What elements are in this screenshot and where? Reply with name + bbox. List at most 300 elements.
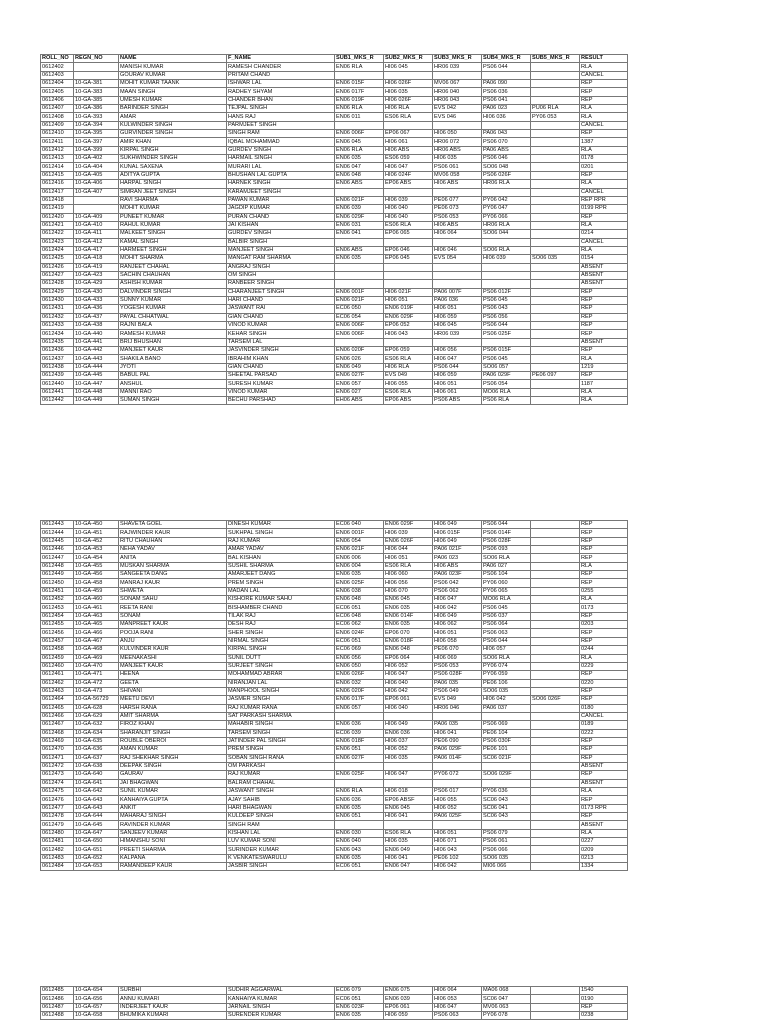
table-cell [335, 762, 384, 770]
table-cell: ES06 RLA [384, 388, 433, 396]
table-body [41, 521, 628, 871]
table-cell: HI06 040 [384, 679, 433, 687]
table-cell: PS06 064 [482, 621, 531, 629]
table-cell: EN06 021F [335, 296, 384, 304]
table-row [41, 105, 628, 113]
table-cell [335, 280, 384, 288]
table-cell: 10-GA-448 [74, 388, 119, 396]
table-cell: 0612456 [41, 629, 74, 637]
table-cell: 10-GA-399 [74, 146, 119, 154]
table-cell: PA06 023F [433, 571, 482, 579]
table-cell [335, 338, 384, 346]
table-cell: ANSHUL [119, 380, 227, 388]
table-cell: 1187 [580, 380, 628, 388]
table-cell [531, 121, 580, 129]
table-cell: 0612435 [41, 338, 74, 346]
table-cell [335, 271, 384, 279]
table-cell: MANGAT RAM SHARMA [227, 255, 335, 263]
table-cell: PA06 090 [482, 80, 531, 88]
table-cell: REETA RANI [119, 604, 227, 612]
table-cell: EN06 039 [335, 205, 384, 213]
table-header-row [41, 55, 628, 63]
table-cell: HI06 026F [384, 96, 433, 104]
table-cell: 0612437 [41, 355, 74, 363]
table-cell [531, 288, 580, 296]
table-cell: 0612460 [41, 662, 74, 670]
table-cell [531, 280, 580, 288]
table-row [41, 846, 628, 854]
table-cell: SUNIL KUMAR [119, 788, 227, 796]
table-cell: RLA [580, 180, 628, 188]
table-cell: HANS RAJ [227, 113, 335, 121]
table-cell: PS06 015F [482, 347, 531, 355]
table-cell: KUNAL SAXENA [119, 163, 227, 171]
table-cell: 1387 [580, 138, 628, 146]
column-header: SUB1_MKS_R [335, 55, 384, 63]
table-cell [531, 338, 580, 346]
table-row [41, 621, 628, 629]
table-cell: EN06 043 [335, 846, 384, 854]
table-row [41, 854, 628, 862]
table-cell: HI06 070 [384, 587, 433, 595]
table-cell: PS06 030F [482, 737, 531, 745]
table-cell: 0612419 [41, 205, 74, 213]
table-cell: 10-GA-658 [74, 1012, 119, 1020]
table-cell [531, 987, 580, 995]
table-cell: PA06 036 [433, 296, 482, 304]
table-cell: JYOTI [119, 363, 227, 371]
table-cell: MANNI RAO [119, 388, 227, 396]
table-cell: HARI CHAND [227, 296, 335, 304]
table-cell: EN06 031 [335, 221, 384, 229]
table-cell: 0180 [580, 704, 628, 712]
table-cell: SC06 047 [482, 995, 531, 1003]
table-cell: REP [580, 529, 628, 537]
table-cell: JASBIR SINGH [227, 863, 335, 871]
table-cell: 10-GA-459 [74, 587, 119, 595]
table-cell: 0209 [580, 846, 628, 854]
table-cell: OM SINGH [227, 271, 335, 279]
table-cell: PS06 056 [482, 313, 531, 321]
table-cell: JAI KISHAN [227, 221, 335, 229]
table-cell: K VENKATESWARULU [227, 854, 335, 862]
table-cell [531, 347, 580, 355]
table-cell: 10-GA-449 [74, 397, 119, 405]
table-cell: ISHWAR LAL [227, 80, 335, 88]
table-cell: ANITA [119, 554, 227, 562]
table-cell: HI06 047 [433, 1003, 482, 1011]
table-cell: HI06 047 [384, 163, 433, 171]
table-cell [531, 221, 580, 229]
table-cell: HI06 064 [433, 230, 482, 238]
table-cell: 10-GA-410 [74, 221, 119, 229]
table-cell [531, 679, 580, 687]
table-cell: PS06 026F [482, 171, 531, 179]
table-row [41, 322, 628, 330]
table-cell: BABUL PAL [119, 372, 227, 380]
table-row [41, 113, 628, 121]
table-cell: 10-GA-456 [74, 571, 119, 579]
table-cell [531, 163, 580, 171]
table-cell: ABSENT [580, 779, 628, 787]
table-cell [384, 121, 433, 129]
table-cell: EN06 048 [335, 596, 384, 604]
table-cell: PA06 ABS [482, 146, 531, 154]
table-cell: 0612441 [41, 388, 74, 396]
table-cell: ANJU [119, 637, 227, 645]
table-cell: EN06 006 [335, 554, 384, 562]
table-cell: EN06 027F [335, 372, 384, 380]
table-cell [384, 712, 433, 720]
table-cell: HR06 039 [433, 63, 482, 71]
table-cell [335, 263, 384, 271]
table-row [41, 180, 628, 188]
table-row [41, 629, 628, 637]
table-cell: HR06 040 [433, 88, 482, 96]
table-cell: REP [580, 296, 628, 304]
table-cell [433, 338, 482, 346]
table-cell: EN06 049 [384, 846, 433, 854]
table-cell [433, 271, 482, 279]
table-cell: BAL KISHAN [227, 554, 335, 562]
table-cell: REP [580, 1003, 628, 1011]
table-cell: 10-GA-444 [74, 363, 119, 371]
table-cell: MUSKAN SHARMA [119, 562, 227, 570]
column-header: F_NAME [227, 55, 335, 63]
table-cell [531, 155, 580, 163]
table-cell: 0199 RPR [580, 205, 628, 213]
table-cell: 10-GA-441 [74, 338, 119, 346]
table-cell: CHARANJEET SINGH [227, 288, 335, 296]
table-cell: 10-GA-440 [74, 330, 119, 338]
table-cell: 0238 [580, 1012, 628, 1020]
table-cell: 10-GA-632 [74, 721, 119, 729]
table-cell: SUMAN SINGH [119, 397, 227, 405]
table-cell: 0612458 [41, 646, 74, 654]
table-cell: HARNEK SINGH [227, 180, 335, 188]
table-cell: HI06 062 [433, 621, 482, 629]
table-cell: HARI BHAGWAN [227, 804, 335, 812]
table-cell: HI06 047 [433, 596, 482, 604]
table-cell: EN06 019F [384, 305, 433, 313]
table-cell [531, 529, 580, 537]
table-cell: 10-GA-628 [74, 704, 119, 712]
table-cell [531, 729, 580, 737]
table-cell: SC06 021F [482, 754, 531, 762]
table-cell [531, 596, 580, 604]
table-cell: RLA [580, 146, 628, 154]
table-cell [433, 280, 482, 288]
table-cell: NEHA YADAV [119, 546, 227, 554]
table-cell: 0612449 [41, 571, 74, 579]
table-cell: 0612476 [41, 796, 74, 804]
table-cell: EN06 035 [335, 255, 384, 263]
table-cell [335, 71, 384, 79]
table-cell: EVS 049 [433, 696, 482, 704]
table-row [41, 230, 628, 238]
table-cell: PS06 014F [482, 529, 531, 537]
table-cell: 0612405 [41, 88, 74, 96]
table-cell: PS06 053 [433, 213, 482, 221]
table-cell: 10-GA-386 [74, 105, 119, 113]
table-cell [531, 821, 580, 829]
table-cell: HI06 040 [384, 213, 433, 221]
table-cell: PS06 044 [482, 63, 531, 71]
table-cell: REP [580, 696, 628, 704]
table-cell: EN06 021F [335, 546, 384, 554]
table-cell [531, 838, 580, 846]
table-cell [335, 821, 384, 829]
table-cell: HI06 ABS [433, 562, 482, 570]
column-header: NAME [119, 55, 227, 63]
table-cell: 0612482 [41, 846, 74, 854]
table-cell: ES06 059 [384, 155, 433, 163]
table-cell [531, 388, 580, 396]
table-cell: EN06 049 [335, 363, 384, 371]
table-row [41, 546, 628, 554]
table-cell: REP [580, 746, 628, 754]
table-cell [531, 746, 580, 754]
table-cell: REP [580, 313, 628, 321]
table-cell: PY06 065 [482, 587, 531, 595]
table-cell: HI06 051 [384, 554, 433, 562]
table-cell: 0173 [580, 604, 628, 612]
table-cell: EC06 040 [335, 521, 384, 529]
table-cell: EN06 014F [384, 612, 433, 620]
table-cell: ABSENT [580, 280, 628, 288]
table-cell: 0612475 [41, 788, 74, 796]
table-cell [384, 71, 433, 79]
table-cell: PE06 104 [482, 729, 531, 737]
table-cell: 0612404 [41, 80, 74, 88]
table-cell: 10-GA-463 [74, 612, 119, 620]
table-cell: EC06 048 [335, 612, 384, 620]
table-cell: HI06 ABS [433, 180, 482, 188]
table-cell: PREM SINGH [227, 746, 335, 754]
table-cell: PS06 054 [482, 380, 531, 388]
table-cell: REP [580, 554, 628, 562]
table-row [41, 662, 628, 670]
table-row [41, 762, 628, 770]
table-cell [433, 762, 482, 770]
table-cell: SO06 035 [482, 687, 531, 695]
table-cell: 10-GA-644 [74, 813, 119, 821]
table-row [41, 347, 628, 355]
table-cell [384, 188, 433, 196]
table-cell: SO06 044 [482, 230, 531, 238]
table-cell: MAAN SINGH [119, 88, 227, 96]
table-cell: PA06 007F [433, 288, 482, 296]
table-cell: 0612474 [41, 779, 74, 787]
table-cell: RLA [580, 654, 628, 662]
table-row [41, 121, 628, 129]
table-cell: BARINDER SINGH [119, 105, 227, 113]
table-cell: AMIT SHARMA [119, 712, 227, 720]
table-cell: EP06 ABS [384, 397, 433, 405]
table-cell: RITU CHAUHAN [119, 537, 227, 545]
table-cell: EN06 017F [335, 696, 384, 704]
table-cell: PS06 046 [482, 155, 531, 163]
table-cell [531, 846, 580, 854]
table-cell [531, 704, 580, 712]
table-row [41, 537, 628, 545]
table-row [41, 130, 628, 138]
column-header: SUB4_MKS_R [482, 55, 531, 63]
table-cell: ANGRAJ SINGH [227, 263, 335, 271]
table-cell [74, 71, 119, 79]
table-cell: 10-GA-412 [74, 238, 119, 246]
table-cell: HI06 051 [433, 380, 482, 388]
table-row [41, 987, 628, 995]
table-cell: PA06 035 [433, 721, 482, 729]
table-cell: PS06 028F [482, 537, 531, 545]
table-cell: EVS 054 [433, 255, 482, 263]
table-cell: ABSENT [580, 338, 628, 346]
table-cell: PA06 029F [482, 372, 531, 380]
table-cell: EN06 054 [335, 537, 384, 545]
table-cell: 0612425 [41, 255, 74, 263]
table-cell: 10-GA-445 [74, 372, 119, 380]
table-cell: 0612481 [41, 838, 74, 846]
table-cell: IQBAL MOHAMMAD [227, 138, 335, 146]
table-cell: KISHORE KUMAR SAHU [227, 596, 335, 604]
table-cell: 10-GA-652 [74, 854, 119, 862]
table-cell: REP [580, 88, 628, 96]
table-cell [531, 604, 580, 612]
table-cell: 10-GA-634 [74, 729, 119, 737]
table-row [41, 263, 628, 271]
table-cell: CANCEL [580, 71, 628, 79]
table-cell [531, 771, 580, 779]
table-cell: EN06 029F [335, 213, 384, 221]
table-cell: GIAN CHAND [227, 313, 335, 321]
table-cell: REP [580, 754, 628, 762]
table-cell: MV06 067 [433, 80, 482, 88]
table-cell: HI06 059 [433, 313, 482, 321]
table-cell: 0612439 [41, 372, 74, 380]
table-cell: SC06 041 [482, 804, 531, 812]
table-cell: REP [580, 571, 628, 579]
table-cell: PS06 079 [482, 829, 531, 837]
table-cell: BALRAM CHAHAL [227, 779, 335, 787]
table-row [41, 821, 628, 829]
table-cell: 0203 [580, 621, 628, 629]
table-cell: MO06 RLA [482, 388, 531, 396]
table-cell [531, 363, 580, 371]
table-row [41, 796, 628, 804]
table-cell: HI06 042 [433, 863, 482, 871]
table-cell: PS06 066 [482, 846, 531, 854]
table-cell: 0612455 [41, 621, 74, 629]
table-row [41, 280, 628, 288]
table-cell: EC06 069 [335, 646, 384, 654]
table-cell: EP06 046 [384, 246, 433, 254]
table-cell [482, 762, 531, 770]
table-cell: RLA [580, 63, 628, 71]
table-cell: EP06 052 [384, 322, 433, 330]
table-cell: 0612442 [41, 397, 74, 405]
table-cell: HI06 051 [433, 305, 482, 313]
table-cell: 10-GA-453 [74, 546, 119, 554]
table-cell [531, 171, 580, 179]
table-cell: JATINDER PAL SINGH [227, 737, 335, 745]
table-cell [531, 296, 580, 304]
table-cell: KULWINDER SINGH [119, 121, 227, 129]
table-cell: 0612431 [41, 305, 74, 313]
table-row [41, 721, 628, 729]
table-cell: REP [580, 347, 628, 355]
table-cell: HI06 039 [384, 196, 433, 204]
table-cell [531, 562, 580, 570]
table-cell: EN06 023F [335, 1003, 384, 1011]
table-cell: 10-GA-394 [74, 121, 119, 129]
table-cell: EN06 011 [335, 113, 384, 121]
table-cell: EN06 032 [335, 679, 384, 687]
table-cell: SO06 057 [482, 363, 531, 371]
table-cell: YOGESH KUMAR [119, 305, 227, 313]
table-cell: 10-GA-458 [74, 579, 119, 587]
table-cell: PS06 042 [433, 579, 482, 587]
table-cell: EP06 064 [384, 654, 433, 662]
table-cell [384, 263, 433, 271]
table-cell: 10-GA-471 [74, 671, 119, 679]
table-cell: GURDEV SINGH [227, 146, 335, 154]
table-cell: 10-GA-647 [74, 829, 119, 837]
table-cell: 10-GA-397 [74, 138, 119, 146]
table-cell: PA06 043 [482, 130, 531, 138]
table-cell: RAJNI BALA [119, 322, 227, 330]
table-cell: EN06 026 [335, 355, 384, 363]
table-cell: 0213 [580, 854, 628, 862]
table-cell [531, 637, 580, 645]
table-cell: KALPANA [119, 854, 227, 862]
table-cell [335, 712, 384, 720]
table-cell: PS06 061 [482, 838, 531, 846]
table-cell: REP [580, 737, 628, 745]
table-cell: PS06 045 [482, 604, 531, 612]
table-cell: RLA [580, 829, 628, 837]
table-cell: 10-GA-383 [74, 88, 119, 96]
table-row [41, 779, 628, 787]
table-cell: PS06 053 [433, 662, 482, 670]
table-cell: 10-GA-629 [74, 712, 119, 720]
table-cell: 0612484 [41, 863, 74, 871]
table-cell: EN06 020F [335, 347, 384, 355]
table-cell: 0612427 [41, 271, 74, 279]
table-cell: EN06 006F [335, 130, 384, 138]
table-cell: 0612485 [41, 987, 74, 995]
table-cell: AJAY SAHIB [227, 796, 335, 804]
table-cell: MANJEET SINGH [227, 246, 335, 254]
table-cell [335, 188, 384, 196]
table-cell [482, 121, 531, 129]
table-row [41, 995, 628, 1003]
table-row [41, 338, 628, 346]
table-cell [531, 180, 580, 188]
table-cell: 0612432 [41, 313, 74, 321]
table-cell: HI06 052 [433, 804, 482, 812]
table-cell: HI06 021F [384, 288, 433, 296]
table-cell [531, 995, 580, 1003]
table-cell: RLA [580, 397, 628, 405]
results-table-block-3 [40, 986, 628, 1020]
table-cell: HI06 058 [433, 637, 482, 645]
table-cell: MANISH KUMAR [119, 63, 227, 71]
table-cell: 0612450 [41, 579, 74, 587]
table-row [41, 363, 628, 371]
table-cell: 10-GA-454 [74, 554, 119, 562]
table-row [41, 838, 628, 846]
